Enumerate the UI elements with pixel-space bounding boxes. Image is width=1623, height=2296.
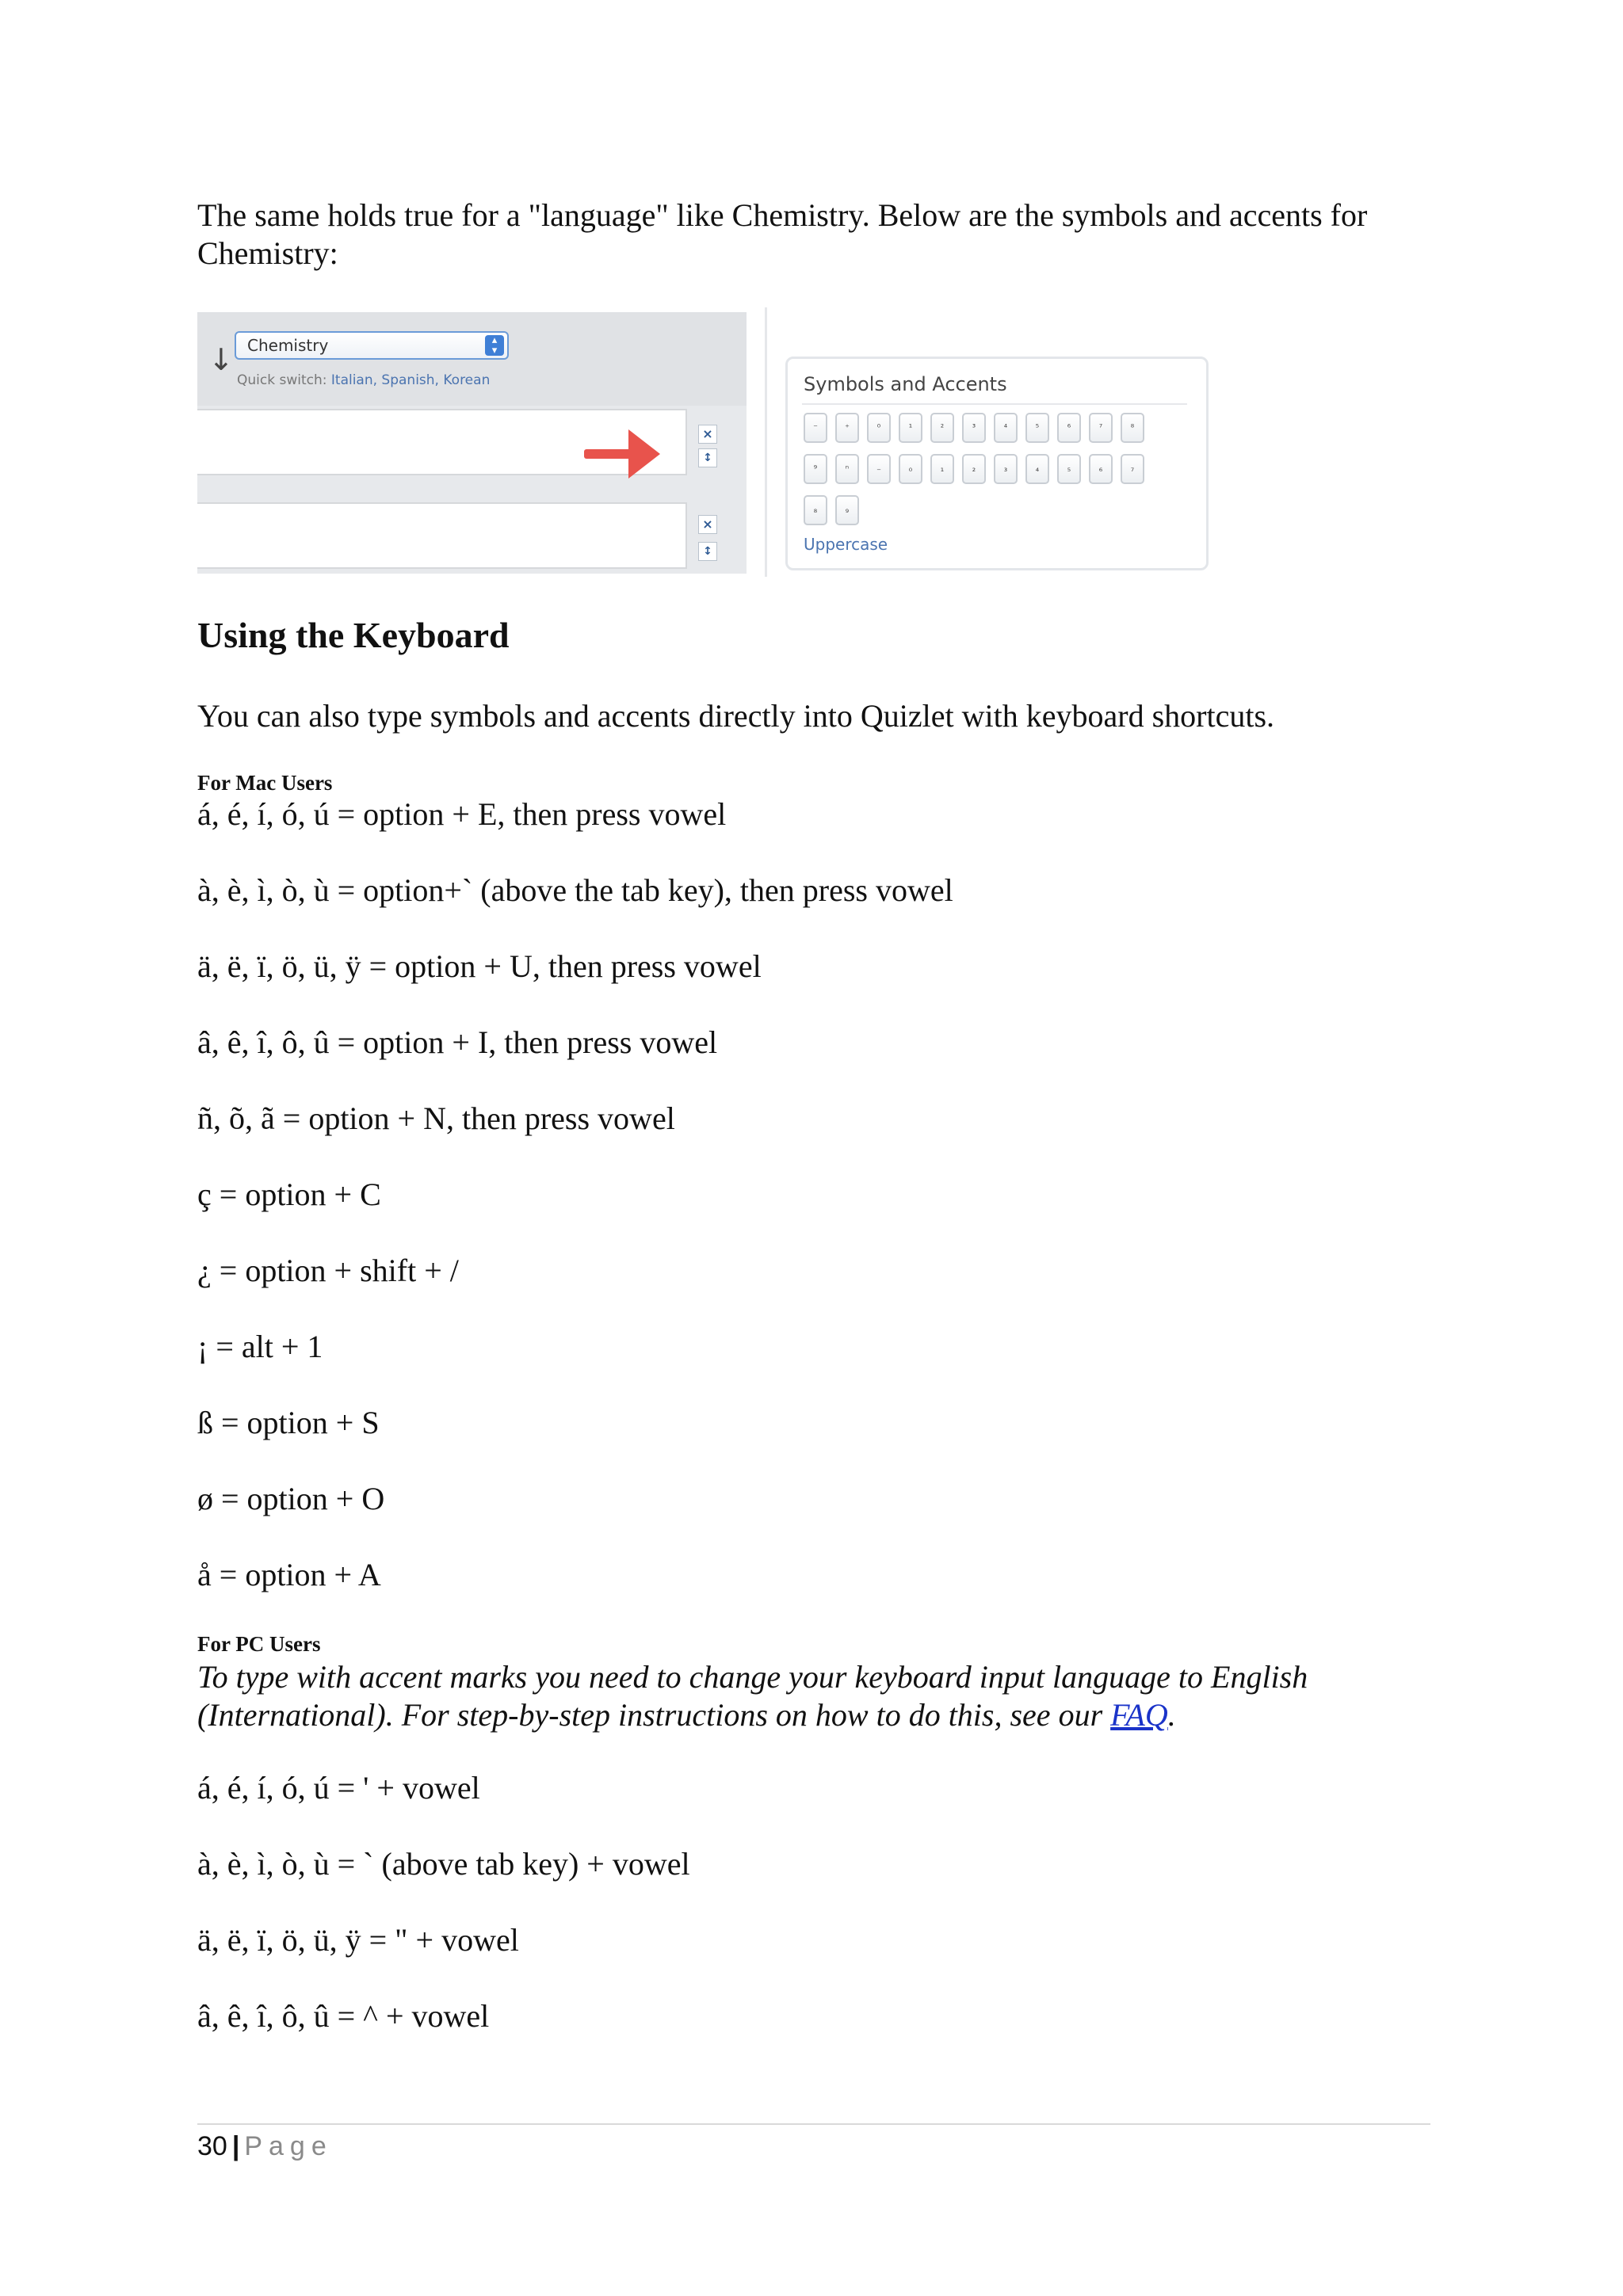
language-select-value: Chemistry (247, 336, 329, 355)
symbol-key[interactable]: ₈ (804, 495, 827, 525)
quick-switch-languages[interactable]: Italian, Spanish, Korean (330, 372, 491, 388)
mac-shortcut: ø = option + O (197, 1481, 385, 1516)
symbol-keys (804, 413, 1184, 536)
pc-shortcut: â, ê, î, ô, û = ^ + vowel (197, 1998, 490, 2034)
red-arrow-icon (584, 426, 662, 482)
mac-shortcut: ä, ë, ï, ö, ü, ÿ = option + U, then press vowel (197, 948, 762, 984)
footer-divider (197, 2123, 1430, 2125)
symbol-key[interactable]: ⁺ (835, 413, 859, 443)
quick-switch (237, 372, 490, 388)
mac-shortcut: ß = option + S (197, 1405, 380, 1440)
pc-shortcut: à, è, ì, ò, ù = ` (above tab key) + vowel (197, 1846, 690, 1882)
mac-shortcut: ¡ = alt + 1 (197, 1329, 323, 1364)
symbol-key[interactable]: ⁷ (1089, 413, 1113, 443)
pc-note-text: To type with accent marks you need to change your keyboard input language to English (International). For step-by-step instructions on how to do this, see our (197, 1659, 1308, 1733)
divider (765, 307, 767, 577)
symbol-key-row (804, 454, 1184, 484)
symbols-title: Symbols and Accents (804, 373, 1007, 395)
drag-handle-icon[interactable]: ↕ (698, 542, 717, 561)
page-footer (197, 2131, 333, 2162)
language-panel (197, 312, 747, 574)
symbol-key[interactable]: ⁶ (1057, 413, 1081, 443)
down-arrow-icon: ↓ (208, 342, 234, 377)
divider (802, 403, 1187, 405)
chemistry-screenshot (197, 307, 1212, 577)
mac-shortcut: à, è, ì, ò, ù = option+` (above the tab key), then press vowel (197, 872, 953, 908)
mac-shortcut: á, é, í, ó, ú = option + E, then press vowel (197, 796, 727, 832)
pc-note (197, 1658, 1434, 1734)
symbol-key[interactable]: ₋ (867, 454, 891, 484)
symbol-key[interactable]: ¹ (899, 413, 922, 443)
symbol-key[interactable]: ₀ (899, 454, 922, 484)
symbol-key[interactable]: ₂ (962, 454, 986, 484)
pc-users-subheading: For PC Users (197, 1632, 321, 1656)
symbol-key[interactable]: ³ (962, 413, 986, 443)
page-number: 30 (197, 2131, 227, 2161)
symbol-key[interactable]: ₃ (994, 454, 1018, 484)
symbol-key[interactable]: ₅ (1057, 454, 1081, 484)
definition-field[interactable] (197, 502, 687, 569)
mac-shortcut: ñ, õ, ã = option + N, then press vowel (197, 1100, 675, 1136)
keyboard-intro: You can also type symbols and accents directly into Quizlet with keyboard shortcuts. (197, 698, 1275, 734)
symbol-key-row (804, 495, 1184, 525)
quick-switch-label: Quick switch: (237, 372, 327, 388)
mac-shortcut: ç = option + C (197, 1177, 381, 1212)
symbol-key[interactable]: ⁰ (867, 413, 891, 443)
symbol-key-row (804, 413, 1184, 443)
symbol-key[interactable]: ₆ (1089, 454, 1113, 484)
symbols-and-accents-panel (785, 357, 1209, 570)
uppercase-link[interactable]: Uppercase (804, 535, 888, 554)
symbol-key[interactable]: ² (930, 413, 954, 443)
symbol-key[interactable]: ⁴ (994, 413, 1018, 443)
close-icon[interactable]: × (698, 425, 717, 444)
mac-shortcut: ¿ = option + shift + / (197, 1253, 459, 1288)
footer-separator: | (231, 2131, 240, 2161)
symbol-key[interactable]: ₇ (1121, 454, 1144, 484)
symbol-key[interactable]: ⁹ (804, 454, 827, 484)
intro-paragraph: The same holds true for a "language" like Chemistry. Below are the symbols and accents for Chemistry: (197, 197, 1368, 271)
drag-handle-icon[interactable]: ↕ (698, 448, 717, 467)
faq-link[interactable]: FAQ (1110, 1697, 1168, 1733)
symbol-key[interactable]: ⁵ (1025, 413, 1049, 443)
language-select[interactable] (235, 331, 509, 360)
pc-shortcut: á, é, í, ó, ú = ' + vowel (197, 1770, 480, 1806)
symbol-key[interactable]: ⁿ (835, 454, 859, 484)
symbol-key[interactable]: ₁ (930, 454, 954, 484)
pc-shortcut: ä, ë, ï, ö, ü, ÿ = " + vowel (197, 1922, 519, 1958)
mac-users-subheading: For Mac Users (197, 771, 333, 795)
symbol-key[interactable]: ⁸ (1121, 413, 1144, 443)
select-stepper-icon: ▴ ▾ (485, 335, 504, 356)
section-heading: Using the Keyboard (197, 615, 510, 655)
language-selector-area (197, 312, 747, 406)
mac-shortcut: å = option + A (197, 1557, 381, 1592)
close-icon[interactable]: × (698, 515, 717, 534)
page-label: Page (244, 2131, 333, 2161)
mac-shortcut: â, ê, î, ô, û = option + I, then press vowel (197, 1024, 718, 1060)
symbol-key[interactable]: ₉ (835, 495, 859, 525)
pc-note-end: . (1167, 1697, 1176, 1733)
symbol-key[interactable]: ₄ (1025, 454, 1049, 484)
symbol-key[interactable]: ⁻ (804, 413, 827, 443)
